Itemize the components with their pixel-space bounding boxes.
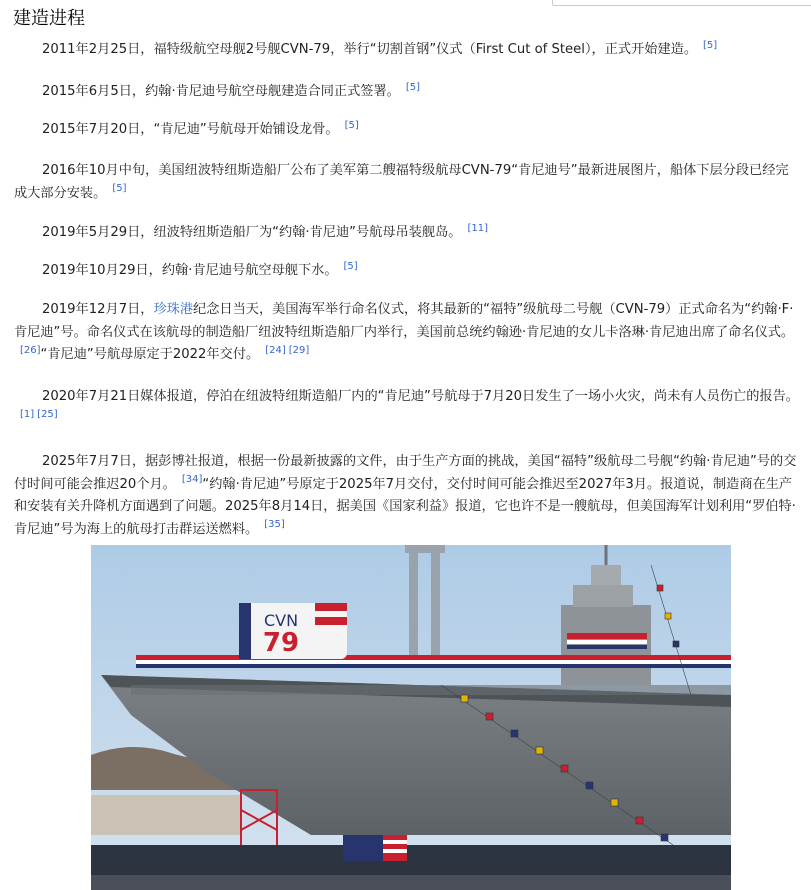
section-heading: 建造进程 xyxy=(13,8,85,29)
reference-link[interactable]: [24] xyxy=(265,344,286,356)
search-box-edge xyxy=(552,0,811,6)
paragraph-2020: 2020年7月21日媒体报道，停泊在纽波特纽斯造船厂内的“肯尼迪”号航母于7月20日发生了一场小火灾，尚未有人员伤亡的报告。[1] [25] xyxy=(20,389,799,421)
paragraph-2011: 2011年2月25日，福特级航空母舰2号舰CVN-79，举行“切割首钢”仪式（First Cut of Steel），正式开始建造。 [5] xyxy=(42,39,718,57)
reference-link[interactable]: [1] xyxy=(20,409,35,421)
paragraph-2015-july: 2015年7月20日，“肯尼迪”号航母开始铺设龙骨。 [5] xyxy=(42,119,359,137)
paragraph-2015-june: 2015年6月5日，约翰·肯尼迪号航空母舰建造合同正式签署。 [5] xyxy=(42,81,421,99)
reference-link[interactable]: [34] xyxy=(181,474,203,486)
hull-number-text: 79 xyxy=(262,628,300,658)
reference-link[interactable]: [35] xyxy=(264,519,285,531)
paragraph-2019-may: 2019年5月29日，纽波特纽斯造船厂为“约翰·肯尼迪”号航母吊装舰岛。 [11] xyxy=(42,222,488,240)
paragraph-2016: 2016年10月中旬，美国纽波特纽斯造船厂公布了美军第二艘福特级航母CVN-79“肯尼迪号”最新进展图片，船体下层分段已经完成大部分安装。 [5] xyxy=(14,163,789,201)
reference-link[interactable]: [25] xyxy=(37,409,58,421)
reference-link[interactable]: [5] xyxy=(112,183,127,195)
reference-link[interactable]: [5] xyxy=(703,39,718,51)
carrier-photo-illustration xyxy=(91,545,731,890)
deck-bunting xyxy=(136,655,731,668)
bow-hull-number xyxy=(239,603,347,659)
pearl-harbor-link[interactable]: 珍珠港 xyxy=(153,302,194,317)
reference-link[interactable]: [5] xyxy=(343,260,358,272)
reference-link[interactable]: [29] xyxy=(288,344,310,356)
paragraph-2019-october: 2019年10月29日，约翰·肯尼迪号航空母舰下水。 [5] xyxy=(42,260,358,278)
carrier-photo[interactable] xyxy=(91,545,731,890)
reference-link[interactable]: [5] xyxy=(405,81,421,93)
hull-marking-text: CVN xyxy=(263,611,299,630)
stage-flag xyxy=(343,835,407,861)
paragraph-2019-december: 2019年12月7日，珍珠港纪念日当天，美国海军举行命名仪式，将其最新的“福特”级航母二号舰（CVN-79）正式命名为“约翰·F·肯尼迪”号。命名仪式在该航母的制造船厂纽波特纽斯造船厂内举行，美国前总统约翰逊·肯尼迪的女儿卡洛琳·肯尼迪出席了命名仪式。[26]“肯尼迪”号航母原定于2022年交付。 [24] [29] xyxy=(14,302,795,362)
reference-link[interactable]: [11] xyxy=(467,222,488,234)
paragraph-2025: 2025年7月7日，据彭博社报道，根据一份最新披露的文件，由于生产方面的挑战，美国“福特”级航母二号舰“约翰·肯尼迪”号的交付时间可能会推迟20个月。 [34]“约翰·肯尼迪”号原定于2025年7月交付，交付时间可能会推迟至2027年3月。报道说，制造商在生产和安装有关升降机方面遇到了问题。2025年8月14日，据美国《国家利益》报道，它也许不是一艘航母，但美国海军计划利用“罗伯特·肯尼迪”号为海上的航母打击群运送燃料。 [35] xyxy=(14,454,797,537)
reference-link[interactable]: [26] xyxy=(20,344,41,356)
reference-link[interactable]: [5] xyxy=(344,119,359,131)
